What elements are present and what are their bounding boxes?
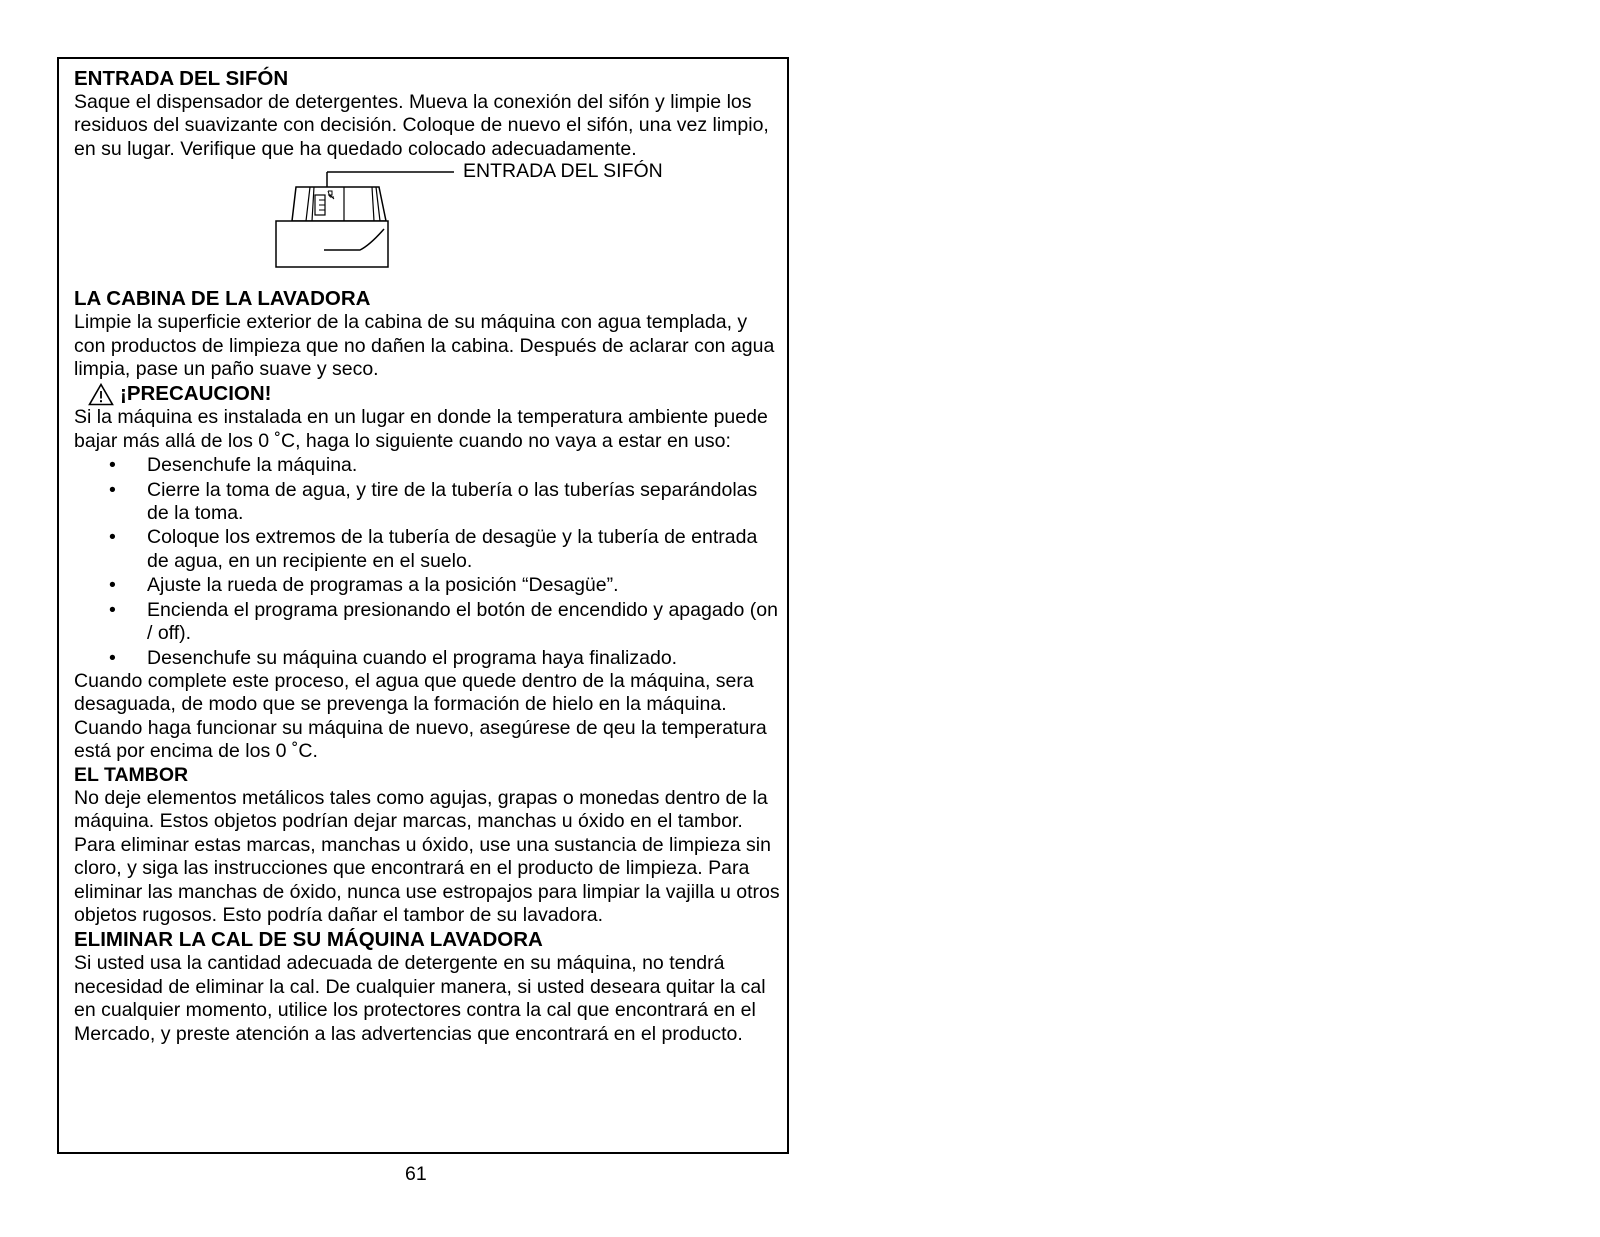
caution-intro: Si la máquina es instalada en un lugar en donde la temperatura ambiente puede bajar más allá de los 0 ˚C, haga lo siguiente cuando no vaya a estar en uso: [74, 406, 768, 452]
drum-heading: EL TAMBOR [74, 763, 189, 786]
bullet-icon: • [109, 598, 116, 621]
cabinet-heading: LA CABINA DE LA LAVADORA [74, 287, 371, 311]
siphon-figure-label: ENTRADA DEL SIFÓN [463, 160, 663, 183]
warning-triangle-icon [88, 383, 114, 406]
bullet-icon: • [109, 574, 116, 597]
drum-body: No deje elementos metálicos tales como agujas, grapas o monedas dentro de la máquina. Estos objetos podrían dejar marcas, manchas u óxido en el tambor. Para eliminar estas marcas, manchas u óxido, use una sustancia de limpieza sin cloro, y siga las instrucciones que encontrará en el producto de limpieza. Para eliminar las manchas de óxido, nunca use estropajos para limpiar la vajilla u otros objetos rugosos. Esto podría dañar el tambor de su lavadora. [74, 786, 780, 926]
detergent-drawer-diagram-icon [74, 161, 474, 286]
bullet-icon: • [109, 646, 116, 669]
list-item: • Desenchufe la máquina. [109, 454, 358, 477]
caution-outro: Cuando complete este proceso, el agua que quede dentro de la máquina, sera desaguada, de modo que se prevenga la formación de hielo en la máquina. Cuando haga funcionar su máquina de nuevo, asegúrese de qeu la temperatura está por encima de los 0 ˚C. [74, 669, 767, 763]
cabinet-body: Limpie la superficie exterior de la cabina de su máquina con agua templada, y con productos de limpieza que no dañen la cabina. Después de aclarar con agua limpia, pase un paño suave y seco. [74, 311, 775, 381]
list-item: • Coloque los extremos de la tubería de desagüe y la tubería de entrada de agua, en un recipiente en el suelo. [109, 526, 758, 572]
list-item: • Ajuste la rueda de programas a la posición “Desagüe”. [109, 574, 619, 597]
caution-title: ¡PRECAUCION! [120, 382, 272, 406]
caution-steps-list [74, 454, 780, 670]
list-item: • Encienda el programa presionando el botón de encendido y apagado (on / off). [109, 598, 778, 645]
bullet-icon: • [109, 526, 116, 549]
bullet-icon: • [109, 454, 116, 477]
siphon-heading: ENTRADA DEL SIFÓN [74, 67, 289, 90]
caution-header [88, 382, 780, 406]
limescale-body: Si usted usa la cantidad adecuada de detergente en su máquina, no tendrá necesidad de eliminar la cal. De cualquier manera, si usted deseara quitar la cal en cualquier momento, utilice los protectores contra la cal que encontrará en el Mercado, y preste atención a las advertencias que encontrará en el producto. [74, 952, 766, 1045]
page-number: 61 [405, 1163, 427, 1185]
list-item: • Desenchufe su máquina cuando el programa haya finalizado. [109, 646, 678, 669]
page-content [74, 66, 780, 1046]
limescale-heading: ELIMINAR LA CAL DE SU MÁQUINA LAVADORA [74, 928, 543, 952]
siphon-figure [74, 161, 780, 286]
siphon-body: Saque el dispensador de detergentes. Mueva la conexión del sifón y limpie los residuos del suavizante con decisión. Coloque de nuevo el sifón, una vez limpio, en su lugar. Verifique que ha quedado colocado adecuadamente. [74, 91, 769, 160]
list-item: • Cierre la toma de agua, y tire de la tubería o las tuberías separándolas de la toma. [109, 478, 758, 525]
bullet-icon: • [109, 478, 116, 501]
